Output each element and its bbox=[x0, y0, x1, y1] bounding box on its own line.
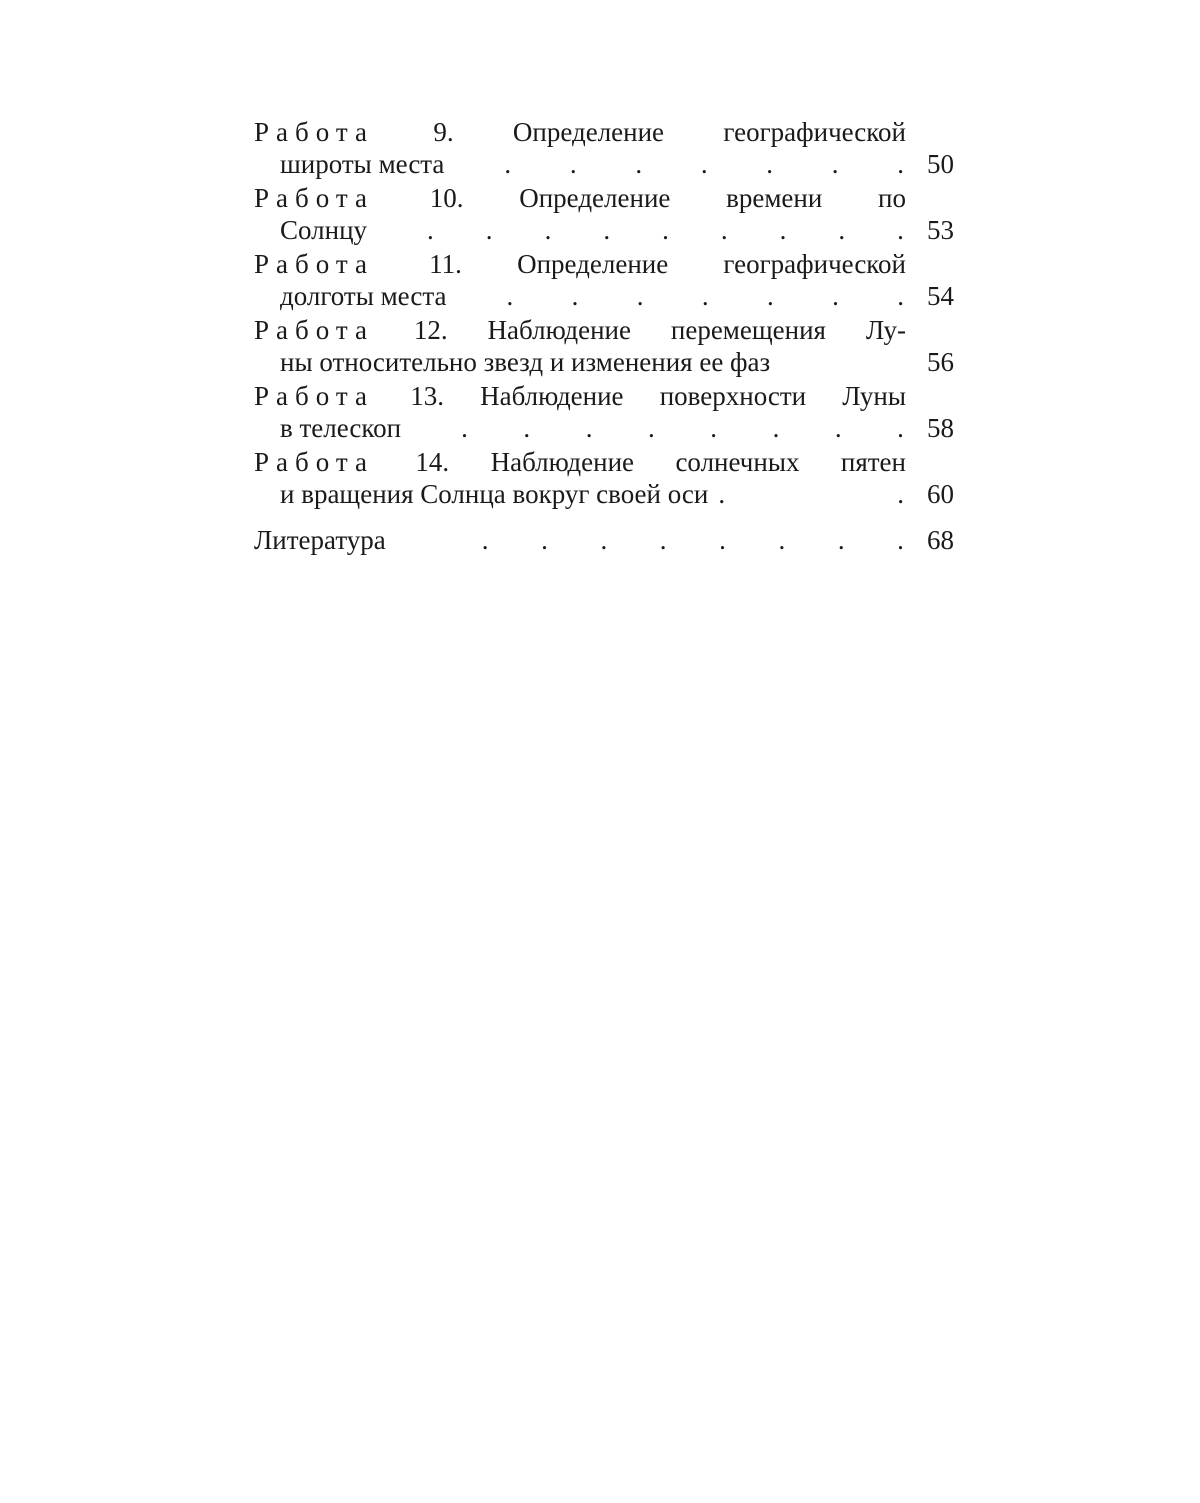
toc-entry-title-text: 11. Определение географической bbox=[429, 249, 906, 279]
toc-entry-continuation bbox=[254, 280, 954, 312]
toc-entry-title bbox=[254, 182, 906, 214]
leader-dots: . . . . . . . . bbox=[481, 525, 904, 555]
toc-entry-title-text: 13. Наблюдение поверхности Луны bbox=[410, 381, 907, 411]
toc-entry-continuation bbox=[254, 214, 954, 246]
toc-entry bbox=[254, 248, 954, 312]
toc-entry bbox=[254, 116, 954, 180]
toc-entry-title-cont: ны относительно звезд и изменения ее фаз bbox=[280, 347, 771, 377]
toc-entry-title-cont: в телескоп bbox=[280, 413, 402, 443]
leader-dots: . . . . . . . . . bbox=[427, 215, 904, 245]
page-number: 50 bbox=[927, 149, 954, 179]
page-number: 68 bbox=[927, 525, 954, 555]
literature-label: Литература bbox=[254, 525, 386, 555]
work-label: Работа bbox=[254, 249, 374, 279]
work-label: Работа bbox=[254, 117, 374, 147]
toc-entry-title bbox=[254, 314, 906, 346]
toc-entry-continuation bbox=[254, 478, 954, 510]
work-label: Работа bbox=[254, 315, 374, 345]
toc-entry-title-text: 10. Определение времени по bbox=[429, 183, 907, 213]
page-number: 60 bbox=[927, 479, 954, 509]
leader-dots: . . bbox=[718, 479, 904, 509]
leader-dots: . . . . . . . . bbox=[461, 413, 904, 443]
work-label: Работа bbox=[254, 381, 374, 411]
work-label: Работа bbox=[254, 183, 374, 213]
toc-entry-title-cont: долготы места bbox=[280, 281, 447, 311]
toc-entry-title-text: 9. Определение географической bbox=[433, 117, 906, 147]
page-number: 54 bbox=[927, 281, 954, 311]
toc-entry-continuation bbox=[254, 412, 954, 444]
page-number: 58 bbox=[927, 413, 954, 443]
leader-dots: . . . . . . . bbox=[504, 149, 904, 179]
toc-entry-title-cont: Солнцу bbox=[280, 215, 368, 245]
toc-entry-continuation bbox=[254, 148, 954, 180]
toc-literature bbox=[254, 524, 954, 556]
toc-entry-title-text: 12. Наблюдение перемещения Лу- bbox=[413, 315, 906, 345]
toc-entry-title-cont: широты места bbox=[280, 149, 445, 179]
toc-entry-title bbox=[254, 446, 906, 478]
toc-entry bbox=[254, 314, 954, 378]
page-number: 56 bbox=[927, 347, 954, 377]
leader-dots: . . . . . . . bbox=[506, 281, 904, 311]
table-of-contents bbox=[254, 116, 954, 556]
toc-entry bbox=[254, 446, 954, 510]
toc-entry-title bbox=[254, 248, 906, 280]
toc-entry-title-text: 14. Наблюдение солнечных пятен bbox=[415, 447, 906, 477]
toc-entry bbox=[254, 182, 954, 246]
toc-entry bbox=[254, 380, 954, 444]
work-label: Работа bbox=[254, 447, 374, 477]
toc-entry-title-cont: и вращения Солнца вокруг своей оси bbox=[280, 479, 709, 509]
toc-entry-title bbox=[254, 380, 906, 412]
toc-entry-continuation bbox=[254, 346, 954, 378]
toc-entry-title bbox=[254, 116, 906, 148]
page-number: 53 bbox=[927, 215, 954, 245]
